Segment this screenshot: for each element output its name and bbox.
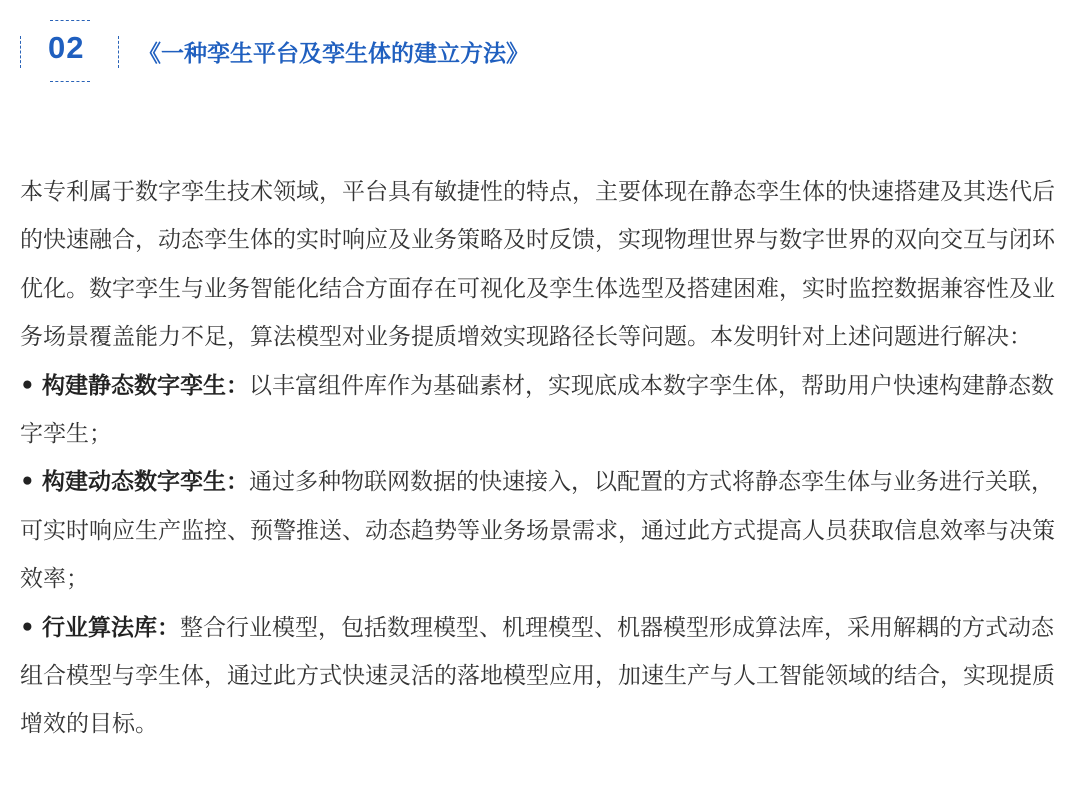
- bullet-item: [20, 604, 1056, 749]
- bullet-text: 整合行业模型，包括数理模型、机理模型、机器模型形成算法库，采用解耦的方式动态组合模型与孪生体，通过此方式快速灵活的落地模型应用，加速生产与人工智能领域的结合，实现提质增效的目标。: [20, 614, 1055, 738]
- intro-paragraph: 本专利属于数字孪生技术领域，平台具有敏捷性的特点，主要体现在静态孪生体的快速搭建及其迭代后的快速融合，动态孪生体的实时响应及业务策略及时反馈，实现物理世界与数字世界的双向交互与闭环优化。数字孪生与业务智能化结合方面存在可视化及孪生体选型及搭建困难，实时监控数据兼容性及业务场景覆盖能力不足，算法模型对业务提质增效实现路径长等问题。本发明针对上述问题进行解决：: [20, 179, 1055, 351]
- section-title: 《一种孪生平台及孪生体的建立方法》: [138, 41, 529, 67]
- number-box-right-border: [118, 36, 119, 68]
- bullet-text: 以丰富组件库作为基础素材，实现底成本数字孪生体，帮助用户快速构建静态数字孪生；: [20, 372, 1055, 448]
- bullet-text: 通过多种物联网数据的快速接入，以配置的方式将静态孪生体与业务进行关联，可实时响应生产监控、预警推送、动态趋势等业务场景需求，通过此方式提高人员获取信息效率与决策效率；: [20, 469, 1055, 593]
- number-box-bottom-border: [50, 81, 90, 82]
- section-number: 02: [48, 30, 85, 65]
- number-box-top-border: [50, 20, 90, 21]
- bullet-dot: •: [20, 614, 35, 641]
- bullet-dot: •: [20, 469, 35, 496]
- bullet-item: [20, 458, 1056, 603]
- bullet-term: 构建动态数字孪生：: [42, 469, 250, 496]
- number-box-left-border: [20, 36, 21, 68]
- bullet-dot: •: [20, 372, 35, 399]
- bullet-term: 构建静态数字孪生：: [42, 372, 250, 399]
- bullet-item: [20, 362, 1056, 459]
- section-number-box: [20, 18, 116, 84]
- bullet-term: 行业算法库：: [42, 614, 181, 641]
- section-header: [18, 18, 1058, 84]
- article-body: [20, 168, 1056, 749]
